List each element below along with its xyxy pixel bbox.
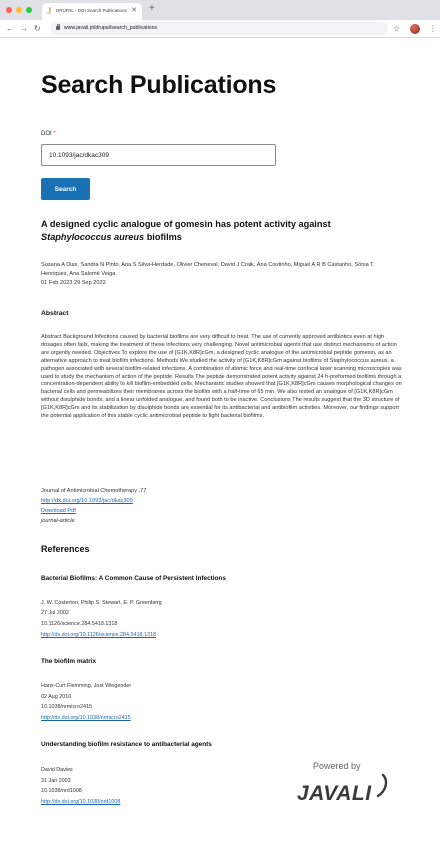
javali-logo-text: JAVALI <box>297 782 372 805</box>
forward-icon[interactable]: → <box>20 24 28 33</box>
minimize-window-button[interactable] <box>16 7 22 13</box>
reference-date: 27 Jul 2002 <box>41 610 69 616</box>
page-content <box>0 38 440 844</box>
publication-title-part2: biofilms <box>144 232 182 242</box>
abstract-heading: Abstract <box>41 310 69 317</box>
reference-doi: 10.1038/nrd1008 <box>41 788 82 794</box>
maximize-window-button[interactable] <box>26 7 32 13</box>
reference-link[interactable]: http://dx.doi.org/10.1038/nrmicro2415 <box>41 715 131 721</box>
publication-authors: Susana A Dias, Sandra N Pinto, Ana S Silva-Herdade, Olivier Cheneval, David J Craik, Ana Coutinho, Miguel A R B Castanho, Sónia T Henriques, Ana Salomé Veiga <box>41 262 374 277</box>
doi-input[interactable] <box>41 144 276 166</box>
browser-toolbar <box>0 20 440 38</box>
url-text: www.javali.pt/drupal/search_publications <box>64 25 158 31</box>
publication-dates: 01 Feb 2023 29 Sep 2022 <box>41 280 106 286</box>
browser-tab-strip <box>0 0 440 20</box>
reference-title: The biofilm matrix <box>41 658 97 665</box>
browser-tab[interactable] <box>42 3 142 20</box>
window-controls <box>6 7 32 13</box>
close-tab-icon[interactable]: ✕ <box>131 7 137 14</box>
reference-doi: 10.1126/science.284.5418.1318 <box>41 621 118 627</box>
reference-link[interactable]: http://dx.doi.org/10.1038/nrd1008 <box>41 799 121 805</box>
doi-label-text: DOI <box>41 131 52 137</box>
reference-title: Understanding biofilm resistance to antibacterial agents <box>41 741 212 748</box>
download-pdf-link[interactable]: Download Pdf <box>41 508 76 514</box>
publication-title-species: Staphylococcus aureus <box>41 232 145 242</box>
page-title: Search Publications <box>41 71 277 99</box>
browser-menu-icon[interactable]: ⋮ <box>429 24 437 33</box>
javali-logo-swoosh <box>378 775 386 796</box>
reference-title: Bacterial Biofilms: A Common Cause of Persistent Infections <box>41 575 226 582</box>
profile-avatar[interactable] <box>410 24 420 34</box>
javali-favicon-icon: J <box>47 6 52 16</box>
publication-title-part1: A designed cyclic analogue of gomesin has potent activity against <box>41 219 331 229</box>
reference-link[interactable]: http://dx.doi.org/10.1126/science.284.5418.1318 <box>41 632 156 638</box>
new-tab-icon[interactable]: + <box>149 3 155 14</box>
publication-type: journal-article <box>41 518 75 524</box>
doi-link[interactable]: http://dx.doi.org/10.1093/jac/dkac309 <box>41 498 133 504</box>
required-marker: * <box>53 131 56 137</box>
javali-logo <box>295 771 395 811</box>
reference-date: 02 Aug 2010 <box>41 694 72 700</box>
abstract-text: Abstract Background Infections caused by bacterial biofilms are very difficult to treat. The use of currently approved antibiotics even at high dosages often fails, making the treatment of these infections very challenging. Novel antimicrobial agents that use distinct mechanisms of action are urgently needed. Objectives To explore the use of [G1K,K8R]cGm, a designed cyclic analogue of the antimicrobial peptide gomesin, as an alternative approach to treat biofilm infections. Methods We studied the activity of [G1K,K8R]cGm against biofilms of Staphylococcus aureus, a pathogen associated with several biofilm-related infections. A combination of atomic force and real-time confocal laser scanning microscopies was used to study the mechanism of action of the peptide. Results The peptide demonstrated potent activity against 24 h-preformed biofilms through a concentration-dependent ability to kill biofilm-embedded cells. Mechanistic studies showed that [G1K,K8R]cGm causes morphological changes on bacterial cells and permeabilizes their membranes across the biofilm with a half-time of 65 min. We also tested an analogue of [G1K,K8R]cGm without disulphide bonds, and a linear unfolded analogue, and found both to be inactive. Conclusions The results suggest that the 3D structure of [G1K,K8R]cGm and its stabilization by disulphide bonds are essential for its antibacterial and antibiofilm activities. Moreover, our findings support the potential application of this stable cyclic antimicrobial peptide to fight bacterial biofilms. <box>41 334 402 420</box>
doi-label <box>41 131 56 137</box>
back-icon[interactable]: ← <box>6 24 14 33</box>
close-window-button[interactable] <box>6 7 12 13</box>
publication-title <box>41 218 401 244</box>
journal-name: Journal of Antimicrobial Chemotherapy ,77 <box>41 488 147 494</box>
reference-date: 31 Jan 2003 <box>41 778 71 784</box>
reference-authors: David Davies <box>41 767 73 773</box>
reload-icon[interactable]: ↻ <box>34 24 41 33</box>
reference-authors: Hans-Curt Flemming, Jost Wingender <box>41 683 132 689</box>
powered-by-text: Powered by <box>313 761 361 771</box>
tab-title: DRUPAL - DOI Search Publications <box>56 8 127 13</box>
references-heading: References <box>41 544 90 554</box>
lock-icon <box>56 26 60 30</box>
reference-authors: J. W. Costerton, Philip S. Stewart, E. P. Greenberg <box>41 600 162 606</box>
bookmark-star-icon[interactable]: ☆ <box>393 24 401 33</box>
reference-doi: 10.1038/nrmicro2415 <box>41 704 92 710</box>
search-button[interactable]: Search <box>41 178 90 200</box>
address-bar[interactable] <box>50 22 388 35</box>
